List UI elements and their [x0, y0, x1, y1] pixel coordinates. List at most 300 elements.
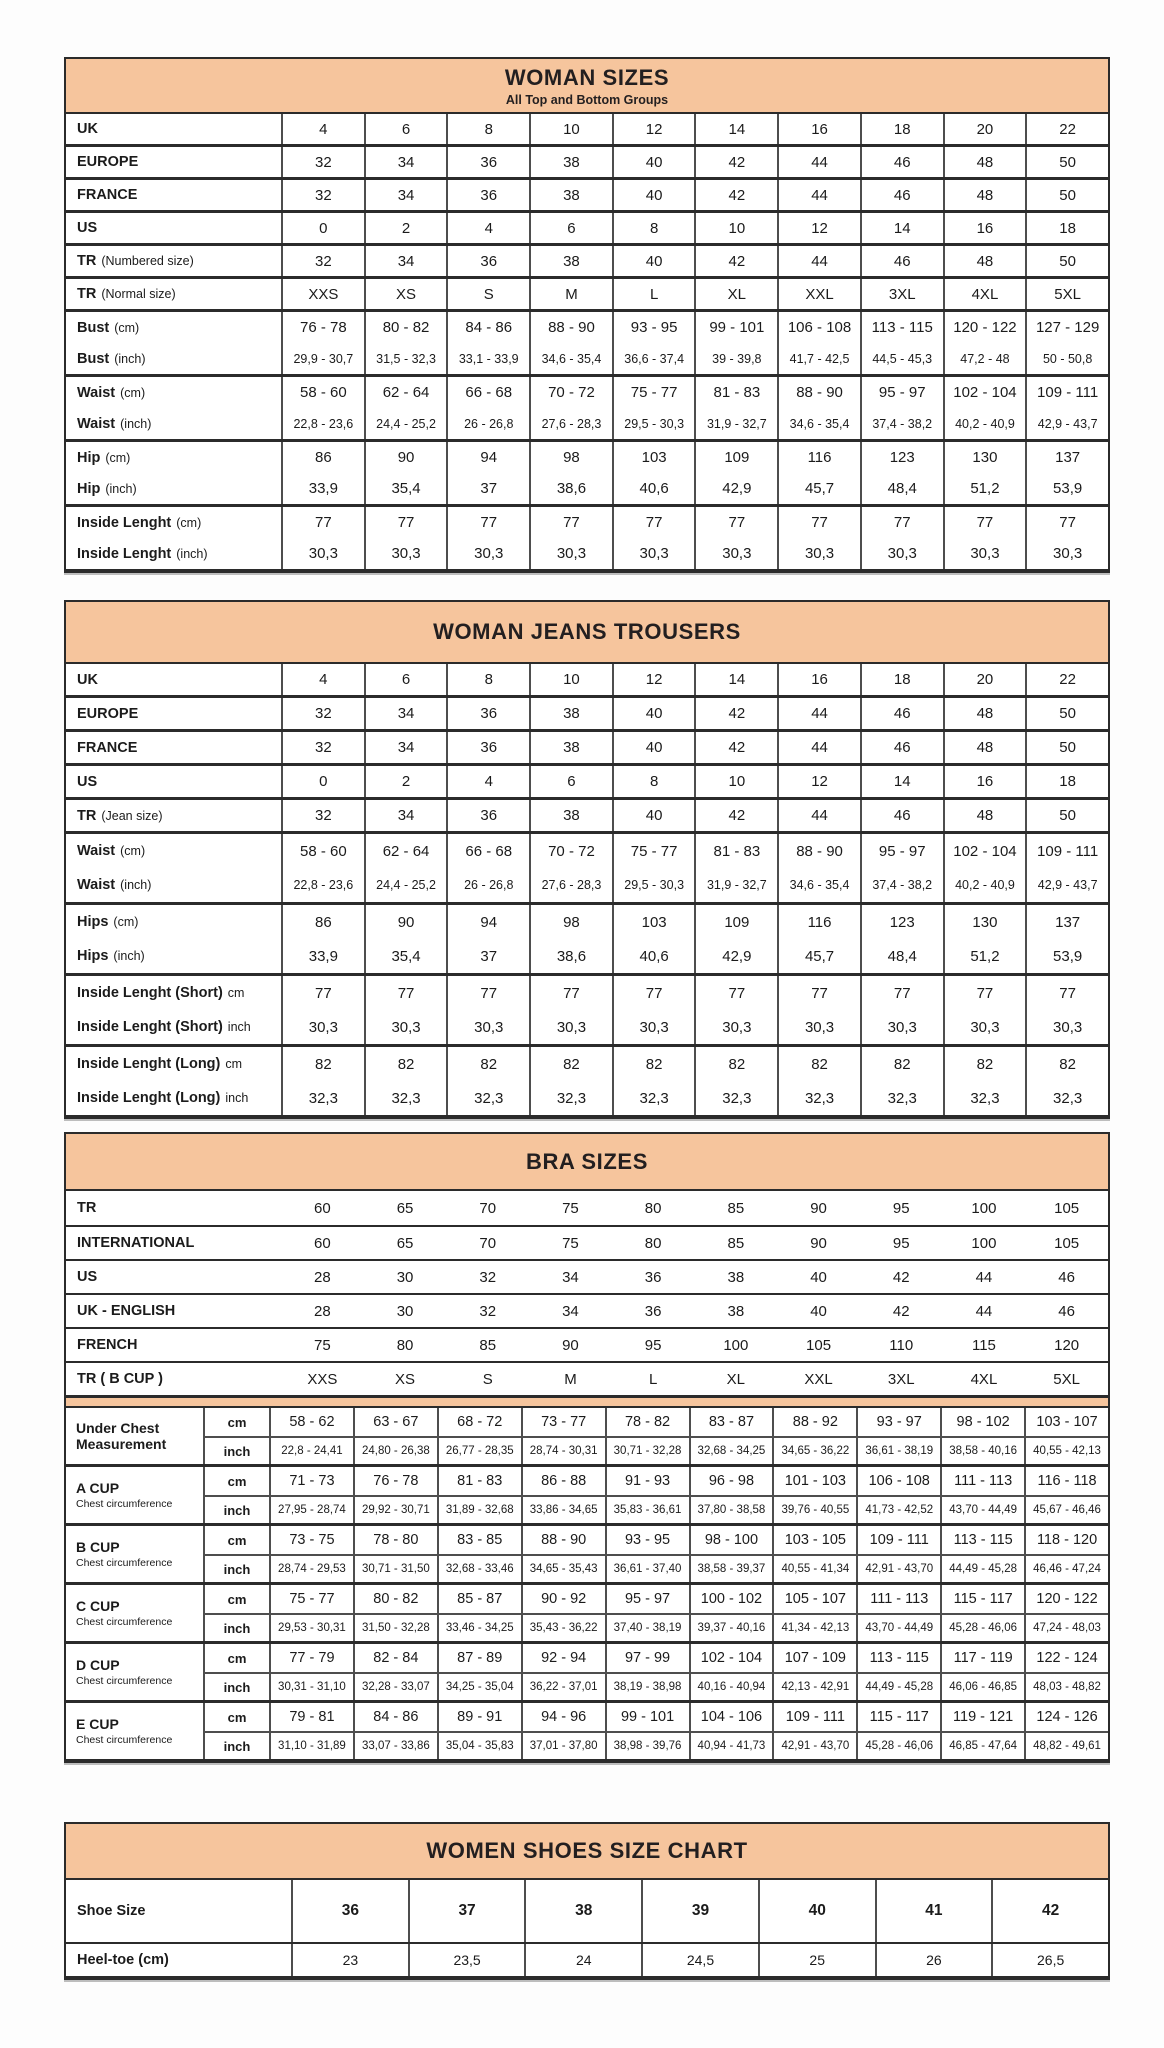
bra-conversion-rows: [66, 1191, 1108, 1395]
value-cell: S: [482, 1370, 493, 1388]
value-cell: 101 - 103: [772, 1467, 856, 1495]
cup-label: [66, 1703, 203, 1759]
value-cell: 58 - 60: [281, 834, 364, 868]
unit-label: inch: [203, 1613, 269, 1641]
value-cell: 99 - 101: [694, 312, 777, 343]
row-label-text: EUROPE: [77, 154, 139, 170]
value-cell: 37,01 - 37,80: [521, 1731, 605, 1759]
value-cell: 41,7 - 42,5: [777, 343, 860, 374]
table-title: BRA SIZES: [526, 1148, 648, 1174]
row-label-text: UK: [77, 121, 98, 137]
value-cell: 35,04 - 35,83: [437, 1731, 521, 1759]
value-cell: M: [529, 279, 612, 309]
cup-label-subtext: Chest circumference: [76, 1733, 173, 1746]
row-group: [66, 1044, 1108, 1115]
value-cell: 81 - 83: [694, 834, 777, 868]
value-cell: 23,5: [408, 1944, 525, 1976]
value-cell: 30: [396, 1302, 414, 1320]
unit-label: cm: [203, 1585, 269, 1613]
table-row: [66, 442, 1108, 473]
value-cell: 77: [1025, 507, 1108, 538]
value-cell: 38,6: [529, 939, 612, 973]
row-label: [66, 1191, 281, 1225]
value-cell: 2: [364, 213, 447, 243]
value-cell: 33,1 - 33,9: [446, 343, 529, 374]
row-label: [66, 1261, 281, 1293]
row-label: [66, 1295, 281, 1327]
value-cell: 80: [644, 1199, 662, 1217]
table-row: [66, 180, 1108, 210]
value-cell: 32,3: [860, 1081, 943, 1115]
value-cell: 85 - 87: [437, 1585, 521, 1613]
value-cell: 53,9: [1025, 473, 1108, 504]
value-cell: 44: [777, 800, 860, 831]
value-cell: 37,40 - 38,19: [605, 1613, 689, 1641]
value-cell: 48: [943, 698, 1026, 729]
value-cell: 75: [314, 1336, 331, 1354]
value-cell: 36,22 - 37,01: [521, 1672, 605, 1700]
row-label: [66, 343, 281, 374]
value-cell: 12: [612, 664, 695, 695]
value-cell: 62 - 64: [364, 834, 447, 868]
value-cell: 32: [281, 246, 364, 276]
value-cell: 95 - 97: [860, 377, 943, 408]
value-cell: 86 - 88: [521, 1467, 605, 1495]
value-cell: 76 - 78: [281, 312, 364, 343]
table-row: [66, 377, 1108, 408]
cup-label-subtext: Chest circumference: [76, 1556, 173, 1569]
value-cell: 36: [446, 732, 529, 763]
cup-label: [66, 1408, 203, 1464]
value-cell: 77: [446, 976, 529, 1010]
value-cell: 118 - 120: [1024, 1526, 1108, 1554]
table-row: [66, 664, 1108, 695]
value-cell: 40,2 - 40,9: [943, 868, 1026, 902]
value-cell: 103: [612, 905, 695, 939]
value-cell: 30,3: [612, 1010, 695, 1044]
cup-label: [66, 1644, 203, 1700]
value-cell: 34: [364, 698, 447, 729]
value-cell: 38: [727, 1268, 745, 1286]
value-cell: 16: [943, 766, 1026, 797]
value-cell: 105: [1054, 1199, 1080, 1217]
value-cell: 124 - 126: [1024, 1703, 1108, 1731]
value-cell: 27,95 - 28,74: [269, 1495, 353, 1523]
value-cell: 82: [694, 1047, 777, 1081]
value-cell: 91 - 93: [605, 1467, 689, 1495]
value-cell: 40: [758, 1880, 875, 1942]
value-cell: 111 - 113: [856, 1585, 940, 1613]
value-cell: 86: [281, 442, 364, 473]
value-cell: 137: [1025, 905, 1108, 939]
row-group: [66, 144, 1108, 177]
value-cell: 90 - 92: [521, 1585, 605, 1613]
value-cell: 92 - 94: [521, 1644, 605, 1672]
value-cell: 58 - 60: [281, 377, 364, 408]
value-cell: 42: [694, 698, 777, 729]
value-cell: 31,5 - 32,3: [364, 343, 447, 374]
row-label-note: (cm): [105, 450, 131, 465]
value-cell: 32,68 - 34,25: [689, 1436, 773, 1464]
value-cell: 33,46 - 34,25: [437, 1613, 521, 1641]
value-cell: 82: [943, 1047, 1026, 1081]
woman-sizes-header: [66, 59, 1108, 114]
table-row: [66, 905, 1108, 939]
value-cell: 98 - 100: [689, 1526, 773, 1554]
value-cell: 0: [281, 213, 364, 243]
bra-sizes-header: [66, 1134, 1108, 1191]
value-cell: 32,3: [446, 1081, 529, 1115]
value-cell: 46,85 - 47,64: [940, 1731, 1024, 1759]
value-cell: 29,5 - 30,3: [612, 868, 695, 902]
value-cell: 35,43 - 36,22: [521, 1613, 605, 1641]
value-cell: 62 - 64: [364, 377, 447, 408]
row-label-note: (Numbered size): [101, 254, 194, 268]
value-cell: 30,3: [1025, 1010, 1108, 1044]
value-cell: 12: [777, 213, 860, 243]
value-cell: 32: [479, 1302, 497, 1320]
value-cell: 40,55 - 42,13: [1024, 1436, 1108, 1464]
cup-group: [66, 1464, 1108, 1523]
value-cell: 77: [281, 976, 364, 1010]
value-cell: 71 - 73: [269, 1467, 353, 1495]
value-cell: 32,28 - 33,07: [353, 1672, 437, 1700]
value-cell: 50: [1025, 147, 1108, 177]
value-cell: 90: [364, 442, 447, 473]
row-group: [66, 695, 1108, 729]
row-label-text: FRANCE: [77, 187, 138, 203]
value-cell: 42: [892, 1302, 910, 1320]
cup-label-text: Under Chest Measurement: [76, 1419, 167, 1452]
value-cell: 123: [860, 442, 943, 473]
table-row: [66, 246, 1108, 276]
value-cell: 35,4: [364, 939, 447, 973]
value-cell: 102 - 104: [943, 834, 1026, 868]
value-cell: 34: [562, 1302, 579, 1320]
value-cell: 42: [892, 1268, 910, 1286]
value-cell: 111 - 113: [940, 1467, 1024, 1495]
value-cell: 32,3: [281, 1081, 364, 1115]
value-cell: 73 - 77: [521, 1408, 605, 1436]
value-cell: 36: [644, 1268, 662, 1286]
value-cell: 78 - 82: [605, 1408, 689, 1436]
value-cell: 98 - 102: [940, 1408, 1024, 1436]
row-label-text: Inside Lenght (Long): [77, 1090, 221, 1106]
value-cell: 40: [810, 1268, 827, 1286]
row-label-note: (inch): [120, 878, 152, 892]
value-cell: 82: [364, 1047, 447, 1081]
value-cell: 31,9 - 32,7: [694, 868, 777, 902]
cup-label-text: C CUP: [76, 1598, 120, 1615]
row-label: [66, 1047, 281, 1081]
value-cell: 48: [943, 800, 1026, 831]
row-group: [66, 210, 1108, 243]
value-cell: 90: [562, 1336, 579, 1354]
value-cell: 113 - 115: [860, 312, 943, 343]
cup-label-subtext: Chest circumference: [76, 1674, 173, 1687]
value-cell: 34,25 - 35,04: [437, 1672, 521, 1700]
value-cell: L: [612, 279, 695, 309]
cup-group: [66, 1582, 1108, 1641]
value-cell: 77: [529, 976, 612, 1010]
value-cell: 50: [1025, 246, 1108, 276]
value-cell: 30,3: [446, 1010, 529, 1044]
value-cell: 39,76 - 40,55: [772, 1495, 856, 1523]
table-row: [66, 1942, 1108, 1976]
value-cell: 30,3: [364, 538, 447, 569]
row-label-text: TR: [77, 1200, 97, 1216]
row-label: [66, 766, 281, 797]
value-cell: 95: [644, 1336, 662, 1354]
value-cell: 34,6 - 35,4: [529, 343, 612, 374]
value-cell: 82 - 84: [353, 1644, 437, 1672]
value-cell: 44: [777, 246, 860, 276]
value-cell: 34,6 - 35,4: [777, 868, 860, 902]
value-cell: 88 - 90: [529, 312, 612, 343]
table-row: [66, 1081, 1108, 1115]
cup-label-text: D CUP: [76, 1657, 120, 1674]
value-cell: 81 - 83: [437, 1467, 521, 1495]
value-cell: 36,61 - 38,19: [856, 1436, 940, 1464]
value-cell: 30,31 - 31,10: [269, 1672, 353, 1700]
table-row: [66, 800, 1108, 831]
value-cell: 37,4 - 38,2: [860, 868, 943, 902]
row-label-text: UK: [77, 671, 98, 688]
value-cell: 27,6 - 28,3: [529, 868, 612, 902]
cup-label-text: B CUP: [76, 1539, 120, 1556]
value-cell: 100 - 102: [689, 1585, 773, 1613]
row-label: [66, 377, 281, 408]
value-cell: 94 - 96: [521, 1703, 605, 1731]
row-label: [66, 1081, 281, 1115]
row-label: [66, 279, 281, 309]
value-cell: 30,3: [364, 1010, 447, 1044]
value-cell: 46: [1058, 1302, 1075, 1320]
value-cell: 18: [860, 114, 943, 144]
table-row: [66, 147, 1108, 177]
table-row: [66, 279, 1108, 309]
value-cell: 36: [446, 180, 529, 210]
value-cell: 85: [727, 1234, 745, 1252]
value-cell: 95: [892, 1199, 910, 1217]
value-cell: 42: [694, 147, 777, 177]
value-cell: 46,06 - 46,85: [940, 1672, 1024, 1700]
value-cell: 42,9 - 43,7: [1025, 868, 1108, 902]
row-label-text: TR: [77, 807, 97, 824]
value-cell: 42,9 - 43,7: [1025, 408, 1108, 439]
value-cell: 38: [529, 732, 612, 763]
value-cell: 42,9: [694, 939, 777, 973]
value-cell: 106 - 108: [856, 1467, 940, 1495]
value-cell: 8: [446, 114, 529, 144]
value-cell: 116: [777, 442, 860, 473]
value-cell: 35,83 - 36,61: [605, 1495, 689, 1523]
value-cell: 77: [364, 976, 447, 1010]
row-label: [66, 1944, 291, 1976]
unit-label: inch: [203, 1436, 269, 1464]
row-label: [66, 939, 281, 973]
value-cell: 94: [446, 442, 529, 473]
value-cell: 46: [860, 800, 943, 831]
value-cell: 36: [644, 1302, 662, 1320]
value-cell: 48: [943, 147, 1026, 177]
bra-sizes-table: [64, 1132, 1110, 1763]
value-cell: 77: [1025, 976, 1108, 1010]
value-cell: 40: [810, 1302, 827, 1320]
unit-label: cm: [203, 1408, 269, 1436]
value-cell: 30,3: [860, 538, 943, 569]
value-cell: 30,3: [943, 1010, 1026, 1044]
value-cell: 42,91 - 43,70: [772, 1731, 856, 1759]
row-label: [66, 538, 281, 569]
value-cell: 31,89 - 32,68: [437, 1495, 521, 1523]
value-cell: 20: [943, 114, 1026, 144]
value-cell: 110: [889, 1336, 914, 1354]
shoes-size-table: [64, 1822, 1110, 1980]
row-label-text: Waist: [77, 415, 116, 432]
value-cell: 40: [612, 732, 695, 763]
value-cell: 22: [1025, 664, 1108, 695]
table-row: [66, 408, 1108, 439]
table-row: [66, 834, 1108, 868]
value-cell: 88 - 92: [772, 1408, 856, 1436]
unit-label: cm: [203, 1644, 269, 1672]
row-label: [66, 698, 281, 729]
value-cell: 37,4 - 38,2: [860, 408, 943, 439]
row-label-note: (inch): [120, 416, 152, 431]
value-cell: 48: [943, 246, 1026, 276]
value-cell: 100: [723, 1336, 749, 1354]
value-cell: 100: [971, 1199, 997, 1217]
value-cell: 10: [694, 766, 777, 797]
row-label: [66, 1880, 291, 1942]
value-cell: 42: [694, 800, 777, 831]
value-cell: 60: [314, 1199, 331, 1217]
value-cell: 42,13 - 42,91: [772, 1672, 856, 1700]
value-cell: 137: [1025, 442, 1108, 473]
value-cell: 26 - 26,8: [446, 868, 529, 902]
value-cell: 2: [364, 766, 447, 797]
table-subtitle: All Top and Bottom Groups: [505, 92, 669, 107]
unit-label: cm: [203, 1526, 269, 1554]
value-cell: XS: [395, 1370, 416, 1388]
value-cell: 4XL: [943, 279, 1026, 309]
value-cell: XS: [364, 279, 447, 309]
value-cell: 31,50 - 32,28: [353, 1613, 437, 1641]
row-label-text: Waist: [77, 877, 116, 893]
value-cell: 44,5 - 45,3: [860, 343, 943, 374]
value-cell: 16: [777, 114, 860, 144]
value-cell: 75 - 77: [612, 834, 695, 868]
value-cell: 26 - 26,8: [446, 408, 529, 439]
value-cell: 34: [562, 1268, 579, 1286]
value-cell: 46: [860, 732, 943, 763]
value-cell: 53,9: [1025, 939, 1108, 973]
row-label-text: EUROPE: [77, 705, 139, 722]
value-cell: 50: [1025, 800, 1108, 831]
value-cell: 127 - 129: [1025, 312, 1108, 343]
table-row: [66, 538, 1108, 569]
value-cell: 6: [529, 766, 612, 797]
value-cell: 106 - 108: [777, 312, 860, 343]
value-cell: 34: [364, 732, 447, 763]
value-cell: 33,9: [281, 939, 364, 973]
row-label-text: UK - ENGLISH: [77, 1303, 176, 1319]
value-cell: 93 - 97: [856, 1408, 940, 1436]
value-cell: 36: [446, 246, 529, 276]
value-cell: 80: [644, 1234, 662, 1252]
row-label-text: TR ( B CUP ): [77, 1371, 163, 1387]
value-cell: 38,98 - 39,76: [605, 1731, 689, 1759]
value-cell: 39 - 39,8: [694, 343, 777, 374]
value-cell: 14: [694, 664, 777, 695]
value-cell: 85: [479, 1336, 497, 1354]
value-cell: 82: [281, 1047, 364, 1081]
table-row: [66, 1327, 1108, 1361]
value-cell: 44,49 - 45,28: [856, 1672, 940, 1700]
value-cell: 4: [446, 213, 529, 243]
value-cell: 82: [529, 1047, 612, 1081]
value-cell: 33,9: [281, 473, 364, 504]
value-cell: 18: [1025, 766, 1108, 797]
value-cell: 37: [408, 1880, 525, 1942]
value-cell: 34: [364, 180, 447, 210]
value-cell: 30,3: [281, 1010, 364, 1044]
value-cell: 38,58 - 39,37: [689, 1554, 773, 1582]
row-label-text: INTERNATIONAL: [77, 1235, 195, 1251]
cup-label-text: E CUP: [76, 1716, 119, 1733]
value-cell: 88 - 90: [777, 834, 860, 868]
row-label-text: FRANCE: [77, 739, 138, 756]
value-cell: 100: [971, 1234, 997, 1252]
value-cell: 50: [1025, 732, 1108, 763]
value-cell: 4: [281, 114, 364, 144]
value-cell: 38: [727, 1302, 745, 1320]
table-row: [66, 1047, 1108, 1081]
table-title: WOMAN SIZES: [504, 64, 670, 90]
value-cell: 45,7: [777, 939, 860, 973]
value-cell: 31,9 - 32,7: [694, 408, 777, 439]
value-cell: 120: [1054, 1336, 1080, 1354]
unit-label: cm: [203, 1703, 269, 1731]
row-label-text: US: [77, 1269, 98, 1285]
value-cell: 32: [281, 147, 364, 177]
row-label: [66, 114, 281, 144]
value-cell: 113 - 115: [940, 1526, 1024, 1554]
value-cell: 39,37 - 40,16: [689, 1613, 773, 1641]
value-cell: 32,3: [529, 1081, 612, 1115]
value-cell: 30,3: [529, 538, 612, 569]
value-cell: 32: [281, 800, 364, 831]
value-cell: 38: [529, 147, 612, 177]
value-cell: 42: [694, 180, 777, 210]
value-cell: 44: [777, 732, 860, 763]
value-cell: 109 - 111: [1025, 834, 1108, 868]
value-cell: 0: [281, 766, 364, 797]
row-label-text: Waist: [77, 384, 116, 401]
value-cell: 6: [529, 213, 612, 243]
value-cell: 82: [1025, 1047, 1108, 1081]
value-cell: 34,65 - 35,43: [521, 1554, 605, 1582]
value-cell: 77: [529, 507, 612, 538]
row-group: [66, 374, 1108, 439]
value-cell: 45,67 - 46,46: [1024, 1495, 1108, 1523]
value-cell: 16: [943, 213, 1026, 243]
value-cell: L: [648, 1370, 658, 1388]
table-row: [66, 1259, 1108, 1293]
value-cell: 88 - 90: [521, 1526, 605, 1554]
value-cell: 75 - 77: [612, 377, 695, 408]
